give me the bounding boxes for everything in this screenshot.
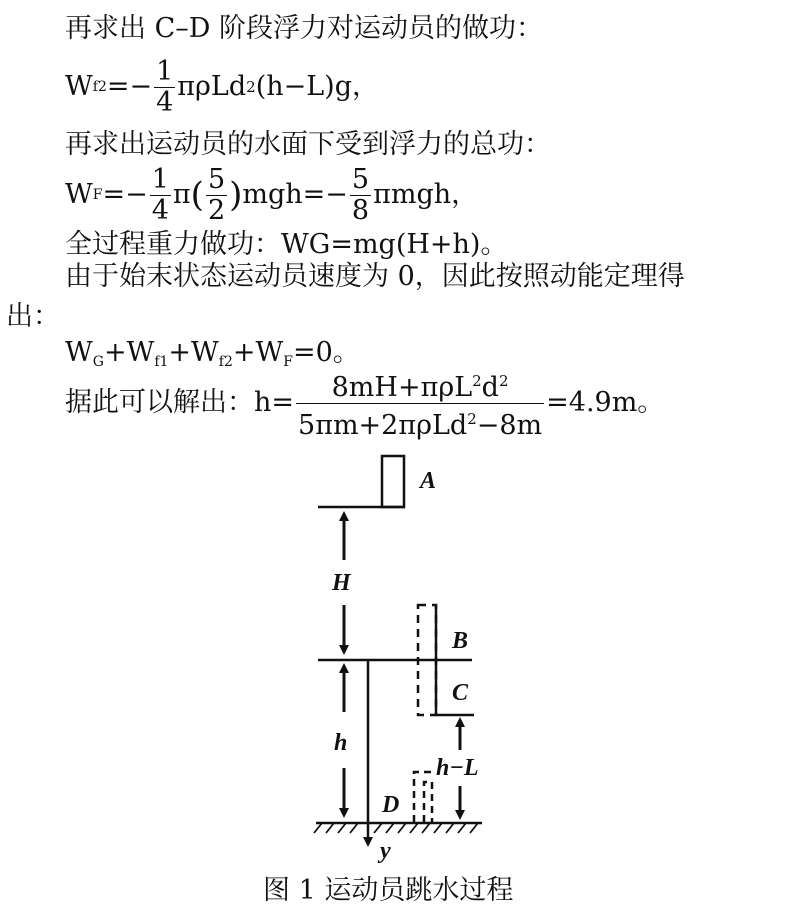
eq-mid: mgh=− <box>242 179 348 210</box>
num-sup-2: 2 <box>498 371 509 390</box>
w-symbol: W <box>65 337 93 368</box>
eq-prefix: =− <box>102 179 148 210</box>
fraction-numerator: 5 <box>351 163 370 195</box>
eq-prefix: =− <box>106 71 153 102</box>
right-paren: ) <box>229 175 243 215</box>
eq-part-end: (h−L)g， <box>255 71 379 102</box>
solution-prefix: 据此可以解出：h= <box>65 387 295 418</box>
line-5-text: 全过程重力做功：WG=mg(H+h)。 <box>65 229 508 260</box>
den-part-a: 5πm+2πρLd <box>298 409 468 441</box>
eq-end: πmgh， <box>373 179 479 210</box>
label-h-minus-l: h−L <box>436 755 479 781</box>
eq-superscript: 2 <box>246 78 256 96</box>
diver-a-rect <box>382 456 404 507</box>
plus-w: +W <box>168 337 219 368</box>
fraction-numerator: 5 <box>207 163 226 195</box>
w-symbol: W <box>65 71 93 102</box>
num-part-a: 8mH+πρL <box>331 371 473 403</box>
fraction-denominator: 4 <box>156 86 174 118</box>
subscript-f1: f1 <box>154 354 169 370</box>
plus-w: +W <box>232 337 284 368</box>
solution-result: =4.9m。 <box>546 387 665 418</box>
eq-part: πρLd <box>177 71 247 102</box>
diver-d-dashed-inner <box>424 782 432 822</box>
den-part-b: −8m <box>476 409 543 441</box>
left-paren: ( <box>190 175 204 215</box>
subscript-g: G <box>92 354 104 370</box>
figure-caption: 图 1 运动员跳水过程 <box>263 875 514 906</box>
fraction-numerator: 1 <box>156 55 174 87</box>
label-c: C <box>452 680 469 706</box>
eq-end: =0。 <box>292 337 360 368</box>
label-b: B <box>452 628 469 654</box>
num-part-b: d <box>481 371 499 403</box>
plus-w: +W <box>103 337 155 368</box>
w-subscript: f2 <box>92 79 107 95</box>
label-y: y <box>380 838 391 864</box>
den-sup: 2 <box>467 409 477 428</box>
fraction-denominator: 2 <box>207 194 226 226</box>
line-1-text: 再求出 C–D 阶段浮力对运动员的做功： <box>65 13 543 44</box>
w-subscript: F <box>92 187 103 203</box>
label-d: D <box>382 792 400 818</box>
w-symbol: W <box>65 179 93 210</box>
pi-symbol: π <box>172 179 191 210</box>
fraction-denominator: 8 <box>351 194 370 226</box>
fraction-denominator: 4 <box>151 194 169 226</box>
label-a: A <box>420 468 437 494</box>
label-h-upper: H <box>332 570 351 596</box>
line-7-text: 出： <box>6 301 60 332</box>
subscript-f: F <box>283 354 293 370</box>
line-3-text: 再求出运动员的水面下受到浮力的总功： <box>65 129 551 160</box>
fraction-numerator: 1 <box>151 163 169 195</box>
subscript-f2: f2 <box>218 354 233 370</box>
pool-bottom-hatching <box>314 823 478 833</box>
line-6-text: 由于始末状态运动员速度为 0，因此按照动能定理得 <box>65 261 685 292</box>
num-sup-1: 2 <box>472 371 482 390</box>
label-h-lower: h <box>334 730 348 756</box>
